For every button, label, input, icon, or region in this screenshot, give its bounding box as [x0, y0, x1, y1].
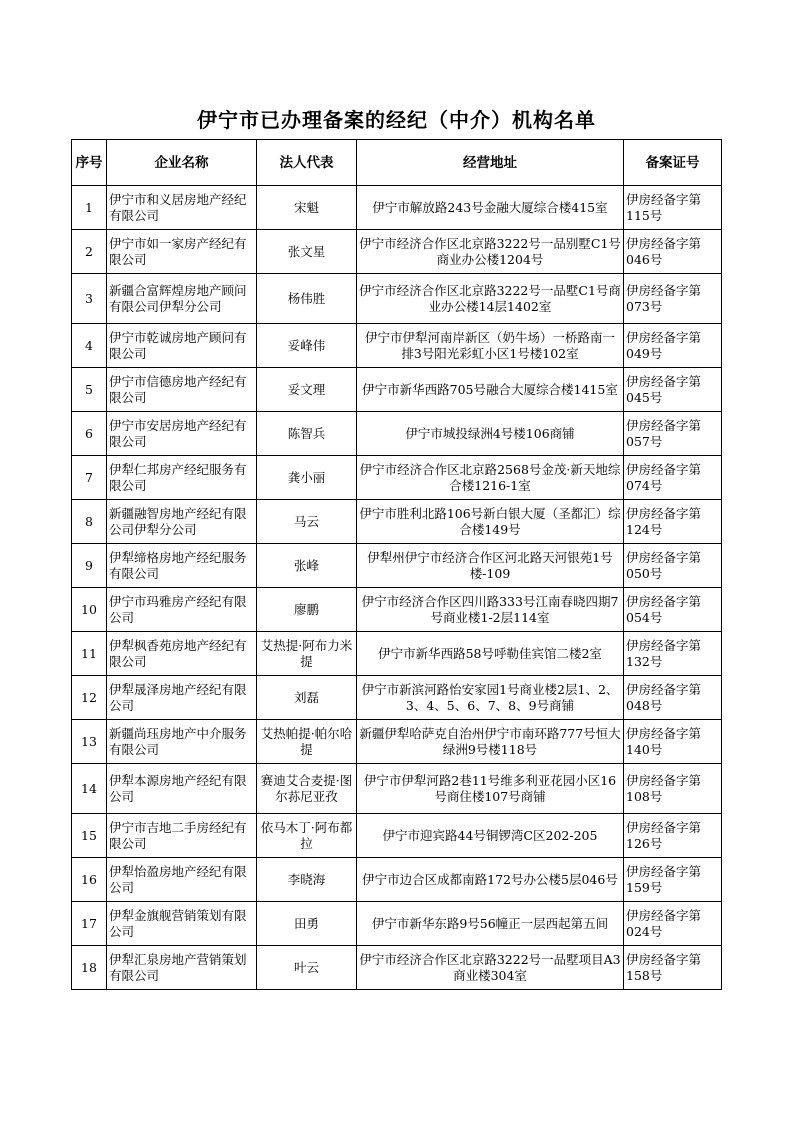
- cell-rep: 刘磊: [257, 676, 357, 720]
- cell-index: 13: [72, 720, 107, 764]
- cell-cert: 伊房经备字第050号: [624, 544, 722, 588]
- table-row: [72, 500, 722, 544]
- table-row: [72, 456, 722, 500]
- cell-index: 11: [72, 632, 107, 676]
- cell-company: 伊犁本源房地产经纪有限公司: [107, 764, 257, 814]
- header-company: 企业名称: [107, 140, 257, 186]
- table-row: [72, 368, 722, 412]
- cell-index: 15: [72, 814, 107, 858]
- cell-company: 伊犁金旗舰营销策划有限公司: [107, 902, 257, 946]
- table-row: [72, 814, 722, 858]
- header-index: 序号: [72, 140, 107, 186]
- cell-cert: 伊房经备字第046号: [624, 230, 722, 274]
- cell-company: 伊犁缔格房地产经纪服务有限公司: [107, 544, 257, 588]
- cell-company: 伊宁市乾诚房地产顾问有限公司: [107, 324, 257, 368]
- table-row: [72, 720, 722, 764]
- cell-cert: 伊房经备字第132号: [624, 632, 722, 676]
- cell-index: 7: [72, 456, 107, 500]
- cell-rep: 艾热帕提·帕尔哈提: [257, 720, 357, 764]
- cell-index: 4: [72, 324, 107, 368]
- cell-index: 8: [72, 500, 107, 544]
- cell-index: 17: [72, 902, 107, 946]
- header-address: 经营地址: [357, 140, 624, 186]
- cell-index: 16: [72, 858, 107, 902]
- cell-address: 伊宁市新华西路705号融合大厦综合楼1415室: [357, 368, 624, 412]
- cell-rep: 张峰: [257, 544, 357, 588]
- cell-address: 伊宁市新滨河路怡安家园1号商业楼2层1、2、3、4、5、6、7、8、9号商铺: [357, 676, 624, 720]
- cell-rep: 叶云: [257, 946, 357, 990]
- cell-address: 伊宁市经济合作区北京路3222号一品墅C1号商业办公楼14层1402室: [357, 274, 624, 324]
- cell-cert: 伊房经备字第158号: [624, 946, 722, 990]
- cell-company: 伊宁市信德房地产经纪有限公司: [107, 368, 257, 412]
- cell-company: 新疆融智房地产经纪有限公司伊犁分公司: [107, 500, 257, 544]
- cell-cert: 伊房经备字第049号: [624, 324, 722, 368]
- cell-address: 伊宁市城投绿洲4号楼106商铺: [357, 412, 624, 456]
- cell-company: 伊宁市和义居房地产经纪有限公司: [107, 186, 257, 230]
- cell-cert: 伊房经备字第045号: [624, 368, 722, 412]
- cell-index: 3: [72, 274, 107, 324]
- cell-rep: 艾热提·阿布力米提: [257, 632, 357, 676]
- table-row: [72, 632, 722, 676]
- cell-cert: 伊房经备字第054号: [624, 588, 722, 632]
- cell-address: 伊宁市新华西路58号呼勒佳宾馆二楼2室: [357, 632, 624, 676]
- cell-address: 新疆伊犁哈萨克自治州伊宁市南环路777号恒大绿洲9号楼118号: [357, 720, 624, 764]
- cell-company: 伊犁仁邦房产经纪服务有限公司: [107, 456, 257, 500]
- cell-index: 10: [72, 588, 107, 632]
- page-title: 伊宁市已办理备案的经纪（中介）机构名单: [197, 108, 596, 132]
- cell-cert: 伊房经备字第073号: [624, 274, 722, 324]
- cell-rep: 妥文理: [257, 368, 357, 412]
- table-row: [72, 902, 722, 946]
- cell-index: 5: [72, 368, 107, 412]
- cell-index: 18: [72, 946, 107, 990]
- cell-rep: 李晓海: [257, 858, 357, 902]
- cell-cert: 伊房经备字第159号: [624, 858, 722, 902]
- table-row: [72, 764, 722, 814]
- table-row: [72, 544, 722, 588]
- cell-index: 1: [72, 186, 107, 230]
- cell-address: 伊宁市经济合作区四川路333号江南春晓四期7号商业楼1-2层114室: [357, 588, 624, 632]
- table-header-row: [72, 140, 722, 186]
- cell-company: 伊宁市吉地二手房经纪有限公司: [107, 814, 257, 858]
- table-row: [72, 858, 722, 902]
- cell-index: 12: [72, 676, 107, 720]
- cell-company: 伊犁汇泉房地产营销策划有限公司: [107, 946, 257, 990]
- cell-rep: 赛迪艾合麦提·图尔荪尼亚孜: [257, 764, 357, 814]
- cell-cert: 伊房经备字第108号: [624, 764, 722, 814]
- cell-address: 伊宁市经济合作区北京路2568号金茂·新天地综合楼1216-1室: [357, 456, 624, 500]
- cell-cert: 伊房经备字第057号: [624, 412, 722, 456]
- cell-company: 伊宁市安居房地产经纪有限公司: [107, 412, 257, 456]
- table-row: [72, 186, 722, 230]
- cell-index: 6: [72, 412, 107, 456]
- cell-company: 新疆合富辉煌房地产顾问有限公司伊犁分公司: [107, 274, 257, 324]
- cell-address: 伊宁市经济合作区北京路3222号一品别墅C1号商业办公楼1204号: [357, 230, 624, 274]
- cell-company: 伊宁市如一家房产经纪有限公司: [107, 230, 257, 274]
- cell-index: 14: [72, 764, 107, 814]
- cell-company: 新疆尚珏房地产中介服务有限公司: [107, 720, 257, 764]
- cell-rep: 陈智兵: [257, 412, 357, 456]
- cell-company: 伊犁怡盈房地产经纪有限公司: [107, 858, 257, 902]
- cell-rep: 张文星: [257, 230, 357, 274]
- cell-address: 伊犁州伊宁市经济合作区河北路天河银苑1号楼-109: [357, 544, 624, 588]
- cell-cert: 伊房经备字第124号: [624, 500, 722, 544]
- table-row: [72, 274, 722, 324]
- cell-address: 伊宁市迎宾路44号铜锣湾C区202-205: [357, 814, 624, 858]
- cell-index: 9: [72, 544, 107, 588]
- cell-rep: 龚小丽: [257, 456, 357, 500]
- cell-index: 2: [72, 230, 107, 274]
- cell-rep: 妥峰伟: [257, 324, 357, 368]
- cell-address: 伊宁市伊犁河路2巷11号维多利亚花园小区16号商住楼107号商铺: [357, 764, 624, 814]
- table-row: [72, 676, 722, 720]
- cell-company: 伊犁晟泽房地产经纪有限公司: [107, 676, 257, 720]
- table-row: [72, 588, 722, 632]
- cell-cert: 伊房经备字第140号: [624, 720, 722, 764]
- cell-cert: 伊房经备字第074号: [624, 456, 722, 500]
- cell-rep: 杨伟胜: [257, 274, 357, 324]
- agency-table: [71, 139, 722, 990]
- cell-company: 伊宁市玛雅房产经纪有限公司: [107, 588, 257, 632]
- table-row: [72, 230, 722, 274]
- cell-rep: 马云: [257, 500, 357, 544]
- table-row: [72, 412, 722, 456]
- cell-address: 伊宁市新华东路9号56幢正一层西起第五间: [357, 902, 624, 946]
- cell-rep: 廖鹏: [257, 588, 357, 632]
- cell-address: 伊宁市伊犁河南岸新区（奶牛场）一桥路南一排3号阳光彩虹小区1号楼102室: [357, 324, 624, 368]
- cell-rep: 田勇: [257, 902, 357, 946]
- cell-address: 伊宁市边合区成都南路172号办公楼5层046号: [357, 858, 624, 902]
- cell-address: 伊宁市经济合作区北京路3222号一品墅项目A3商业楼304室: [357, 946, 624, 990]
- cell-address: 伊宁市胜利北路106号新白银大厦（圣都汇）综合楼149号: [357, 500, 624, 544]
- cell-cert: 伊房经备字第024号: [624, 902, 722, 946]
- cell-address: 伊宁市解放路243号金融大厦综合楼415室: [357, 186, 624, 230]
- header-cert: 备案证号: [624, 140, 722, 186]
- cell-rep: 宋魁: [257, 186, 357, 230]
- cell-rep: 依马木丁·阿布都拉: [257, 814, 357, 858]
- cell-company: 伊犁枫香苑房地产经纪有限公司: [107, 632, 257, 676]
- table-row: [72, 946, 722, 990]
- cell-cert: 伊房经备字第115号: [624, 186, 722, 230]
- table-row: [72, 324, 722, 368]
- cell-cert: 伊房经备字第048号: [624, 676, 722, 720]
- cell-cert: 伊房经备字第126号: [624, 814, 722, 858]
- header-rep: 法人代表: [257, 140, 357, 186]
